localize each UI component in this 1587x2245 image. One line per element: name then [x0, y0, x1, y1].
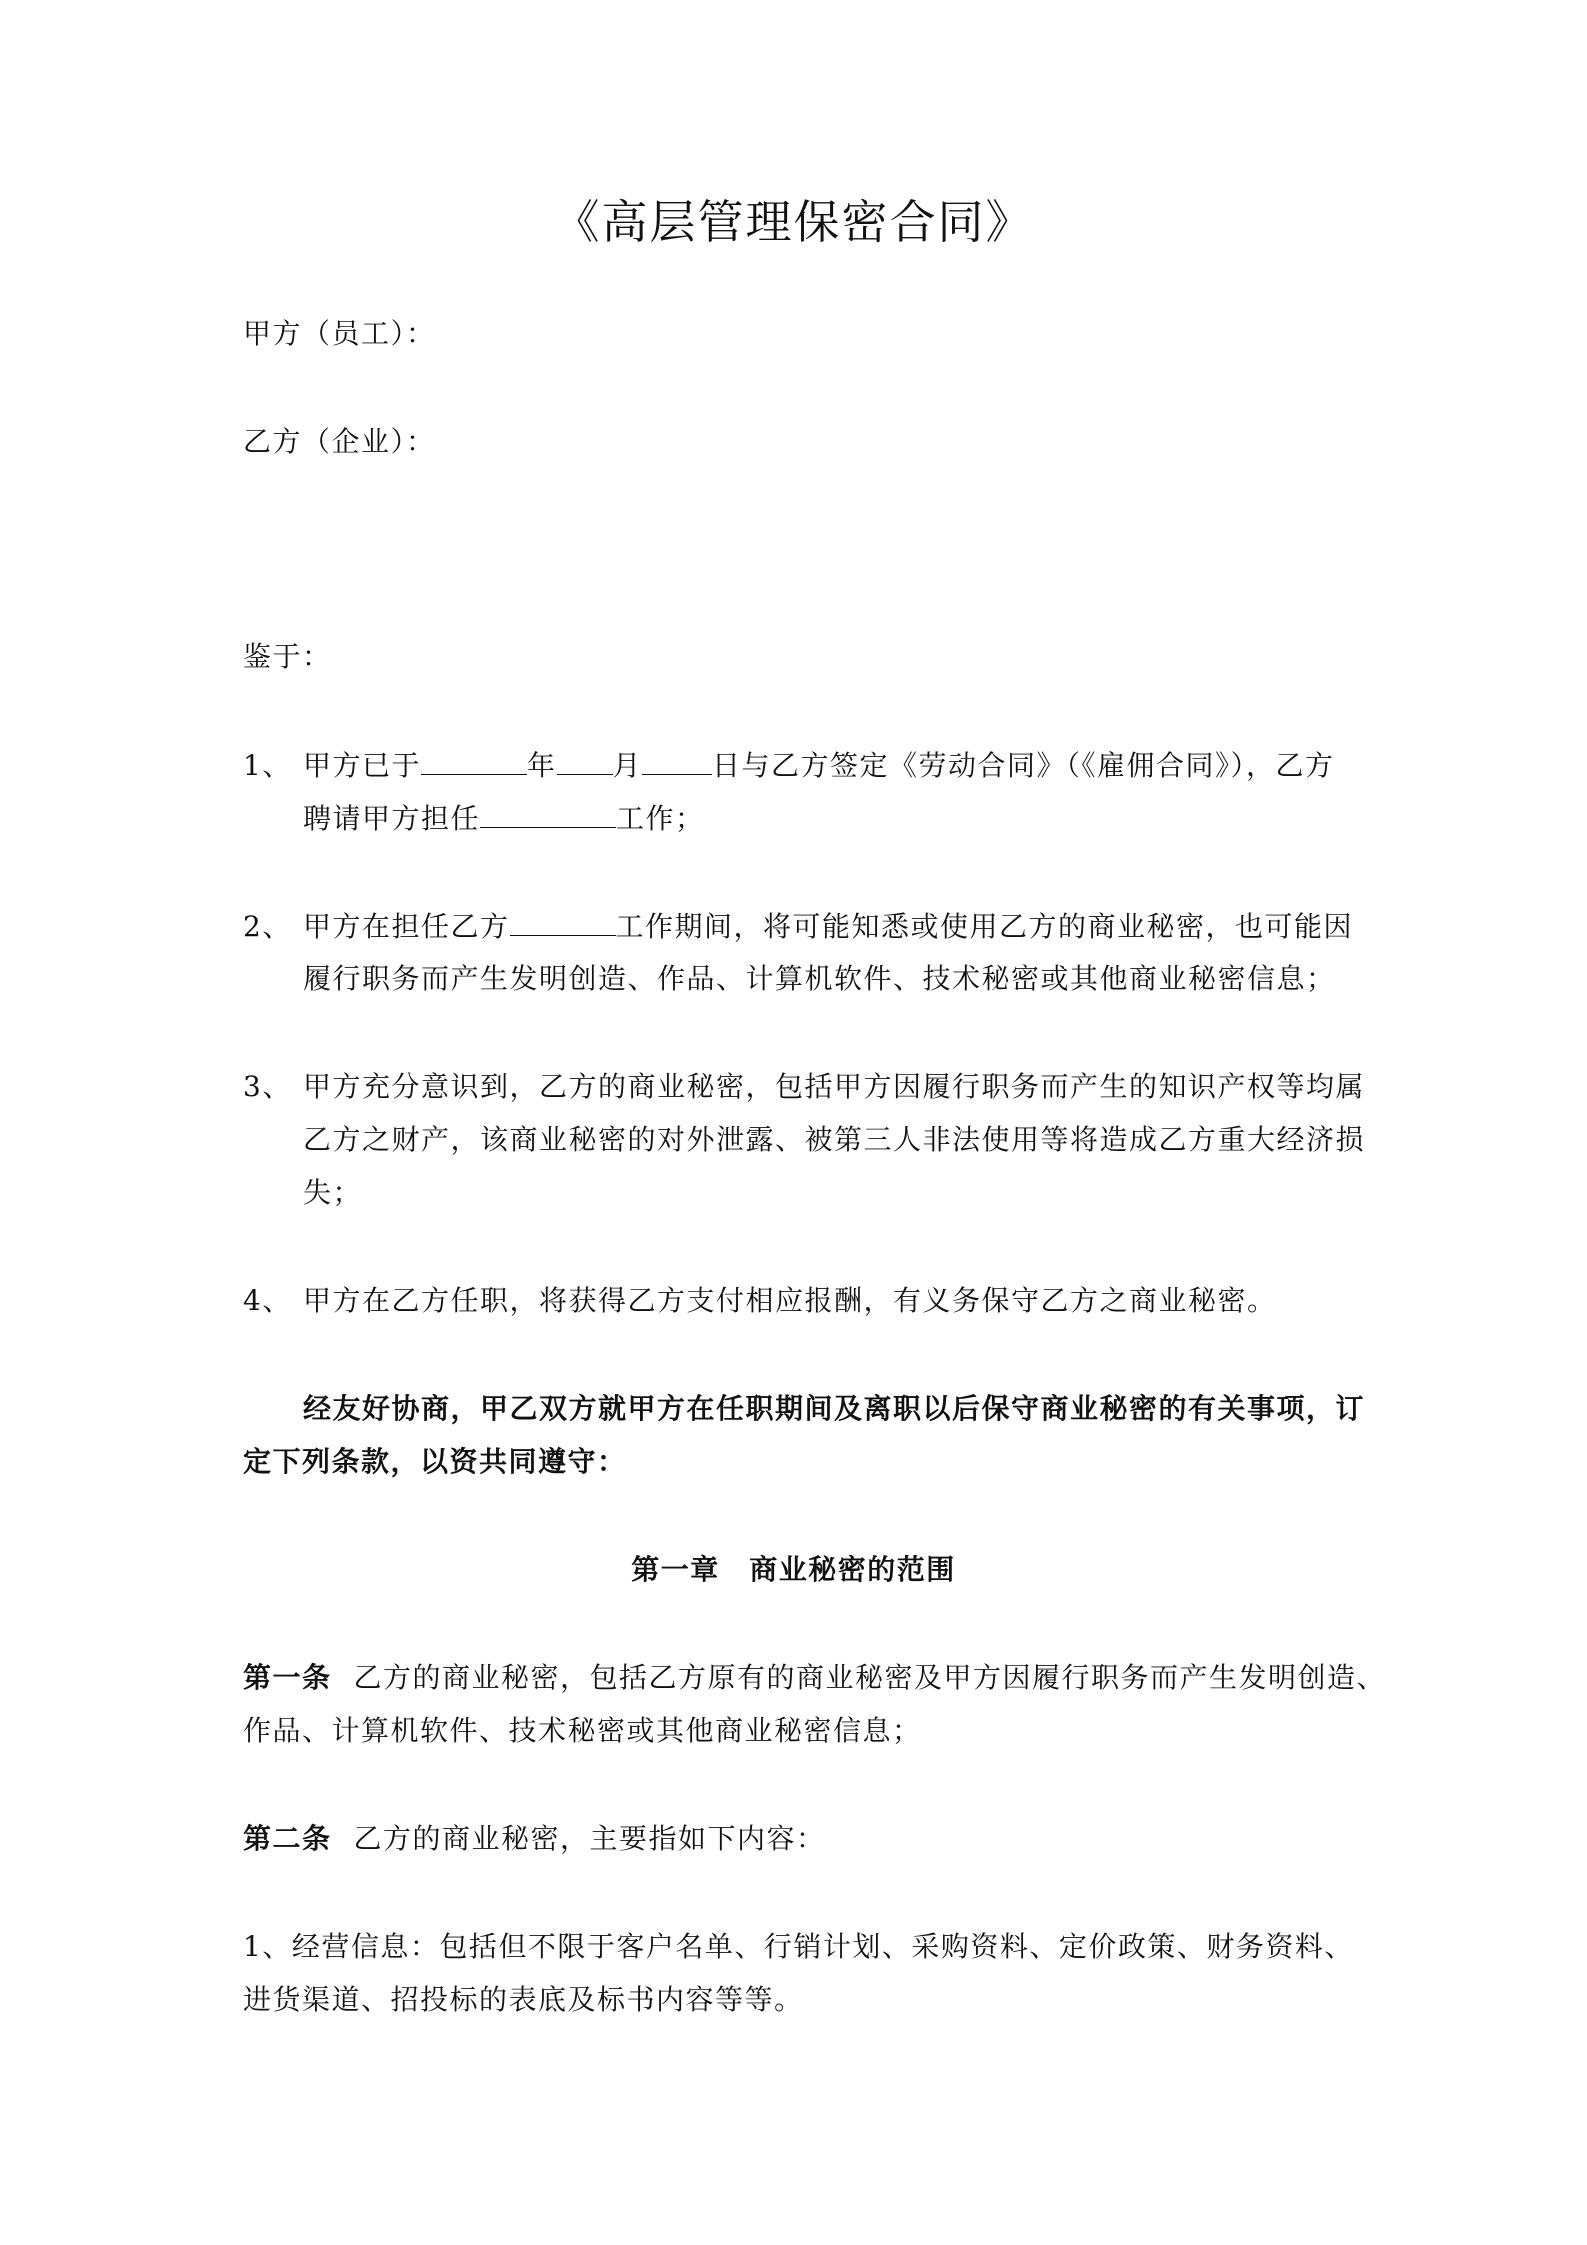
recital-1-text-b: 年 [527, 749, 557, 782]
recital-3-line-1 [243, 1070, 1365, 1104]
recital-1-number: 1、 [243, 749, 292, 782]
article-1-text: 乙方的商业秘密，包括乙方原有的商业秘密及甲方因履行职务而产生发明创造、 [353, 1661, 1387, 1694]
page-title: 《高层管理保密合同》 [553, 195, 1034, 249]
recital-2-line-1 [243, 909, 1353, 944]
month-blank-field[interactable] [557, 748, 613, 775]
chapter-1-heading: 第一章 商业秘密的范围 [631, 1553, 956, 1586]
recital-1-line-1 [243, 748, 1335, 783]
article-1-line-1 [243, 1661, 1386, 1695]
recital-3-text-a: 甲方充分意识到，乙方的商业秘密，包括甲方因履行职务而产生的知识产权等均属 [303, 1070, 1366, 1103]
recital-1-line-2 [303, 801, 705, 836]
item-1-line-2: 进货渠道、招投标的表底及标书内容等等。 [243, 1983, 804, 2016]
article-1-line-2: 作品、计算机软件、技术秘密或其他商业秘密信息； [243, 1714, 922, 1747]
recital-1-text-f: 工作； [616, 802, 705, 835]
recital-2-line-2: 履行职务而产生发明创造、作品、计算机软件、技术秘密或其他商业秘密信息； [303, 962, 1336, 995]
day-blank-field[interactable] [642, 748, 712, 775]
whereas-label: 鉴于： [243, 640, 332, 673]
position-blank-field[interactable] [480, 801, 616, 828]
agreement-line-2: 定下列条款，以资共同遵守： [243, 1445, 627, 1478]
recital-3-line-3: 失； [303, 1176, 363, 1209]
recital-2-text-b: 工作期间，将可能知悉或使用乙方的商业秘密，也可能因 [615, 910, 1354, 943]
agreement-line-1: 经友好协商，甲乙双方就甲方在任职期间及离职以后保守商业秘密的有关事项，订 [303, 1392, 1366, 1425]
article-2-line-1 [243, 1822, 826, 1856]
recital-4-number: 4、 [243, 1284, 292, 1317]
party-a-label: 甲方（员工）： [243, 317, 436, 350]
article-2-text: 乙方的商业秘密，主要指如下内容： [353, 1822, 826, 1855]
year-blank-field[interactable] [421, 748, 527, 775]
recital-1-text-c: 月 [612, 749, 643, 782]
recital-2-number: 2、 [243, 910, 292, 943]
recital-3-number: 3、 [243, 1070, 292, 1103]
recital-1-text-d: 日与乙方签定《劳动合同》（《雇佣合同》），乙方 [712, 749, 1335, 782]
department-blank-field[interactable] [510, 909, 616, 936]
article-1-label: 第一条 [243, 1661, 332, 1694]
recital-3-line-2: 乙方之财产，该商业秘密的对外泄露、被第三人非法使用等将造成乙方重大经济损 [303, 1123, 1366, 1156]
article-2-label: 第二条 [243, 1822, 332, 1855]
recital-1-text-e: 聘请甲方担任 [303, 802, 481, 835]
recital-4-line-1 [243, 1284, 1277, 1318]
recital-2-text-a: 甲方在担任乙方 [303, 910, 510, 943]
party-b-label: 乙方（企业）： [243, 425, 436, 458]
recital-1-text-a: 甲方已于 [303, 749, 422, 782]
item-1-line-1: 1、经营信息：包括但不限于客户名单、行销计划、采购资料、定价政策、财务资料、 [243, 1930, 1354, 1963]
recital-4-text-a: 甲方在乙方任职，将获得乙方支付相应报酬，有义务保守乙方之商业秘密。 [303, 1284, 1277, 1317]
